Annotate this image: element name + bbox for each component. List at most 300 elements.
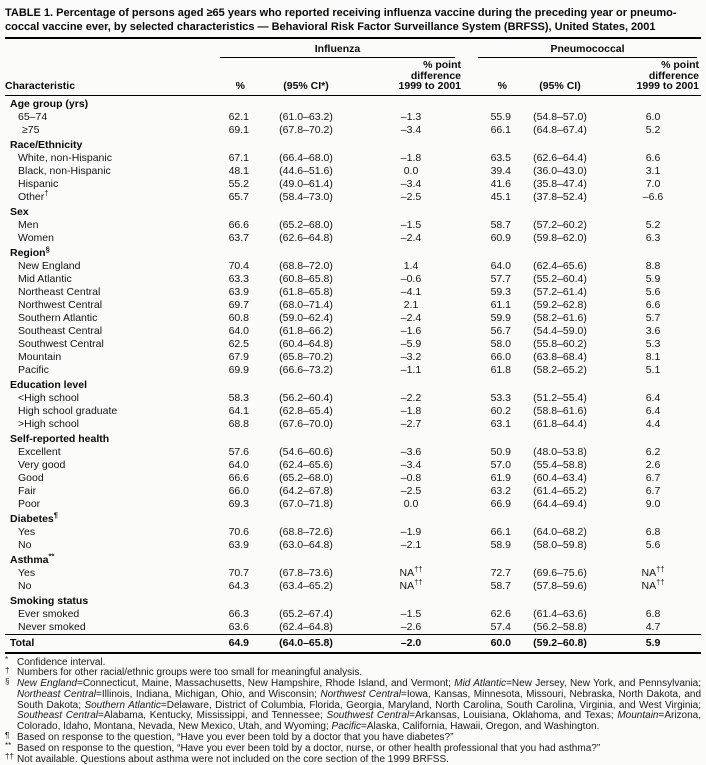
table-cell: 70.7 — [201, 567, 253, 580]
table-title-line-1: TABLE 1. Percentage of persons aged ≥65 years who reported receiving influenza vaccine during the preceding year or pneumo- — [5, 7, 701, 21]
section-label: Smoking status — [5, 593, 701, 608]
table-cell: 5.3 — [605, 338, 701, 351]
diff-header-line1: % point — [359, 60, 463, 71]
table-cell: 58.9 — [463, 539, 515, 552]
table-row — [5, 191, 701, 204]
table-cell: (60.4–63.4) — [515, 472, 605, 485]
row-label: No — [5, 580, 201, 593]
table-cell: 6.6 — [605, 152, 701, 165]
table-cell: (64.0–68.2) — [515, 526, 605, 539]
table-cell: (66.6–73.2) — [253, 364, 359, 377]
row-label: Yes — [5, 567, 201, 580]
table-cell: 53.3 — [463, 392, 515, 405]
footnote-text: Mid Atlantic — [454, 678, 506, 689]
table-cell: 60.0 — [463, 634, 515, 653]
table-row — [5, 299, 701, 312]
footnote-text: Not available. Questions about asthma were not included on the core section of the 1999 BRFSS. — [17, 754, 449, 765]
table-cell: 64.3 — [201, 580, 253, 593]
row-label: 65–74 — [5, 111, 201, 124]
table-cell: –1.6 — [359, 325, 463, 338]
row-label: Men — [5, 219, 201, 232]
table-cell: (63.4–65.2) — [253, 580, 359, 593]
table-row — [5, 260, 701, 273]
section-label: Asthma** — [5, 552, 701, 567]
row-label: Mountain — [5, 351, 201, 364]
section-label: Sex — [5, 204, 701, 219]
table-cell: (61.8–65.8) — [253, 286, 359, 299]
footnote-marker: †† — [5, 752, 17, 763]
table-cell: 6.8 — [605, 608, 701, 621]
table-cell: 66.6 — [201, 219, 253, 232]
table-cell: (61.0–63.2) — [253, 111, 359, 124]
footnote-text: Confidence interval. — [17, 657, 105, 668]
row-label: Other† — [5, 191, 201, 204]
column-header-characteristic: Characteristic — [5, 58, 201, 95]
table-cell: 6.3 — [605, 232, 701, 245]
section-header-row — [5, 431, 701, 446]
footnote-text: Numbers for other racial/ethnic groups were too small for meaningful analysis. — [17, 667, 362, 678]
table-cell: 66.9 — [463, 498, 515, 511]
section-header-row — [5, 511, 701, 526]
section-header-row — [5, 377, 701, 392]
table-cell: (56.2–60.4) — [253, 392, 359, 405]
table-row — [5, 418, 701, 431]
row-label: Southwest Central — [5, 338, 201, 351]
table-cell: (63.8–68.4) — [515, 351, 605, 364]
diff-header-line1: % point — [605, 60, 701, 71]
table-cell: (62.6–64.8) — [253, 232, 359, 245]
row-label: Hispanic — [5, 178, 201, 191]
table-cell: –1.5 — [359, 608, 463, 621]
footnote-text: =Delaware, District of Columbia, Florida, Georgia, Maryland, North Carolina, South Carolina, Virginia, and West Virginia; — [161, 700, 701, 711]
table-cell: 62.1 — [201, 111, 253, 124]
table-cell: 5.6 — [605, 286, 701, 299]
table-body — [5, 95, 701, 653]
table-cell: –2.7 — [359, 418, 463, 431]
table-cell: 60.9 — [463, 232, 515, 245]
table-title-line-2: coccal vaccine ever, by selected characteristics — Behavioral Risk Factor Surveillance System (BRFSS), United States, 2001 — [5, 21, 701, 35]
table-cell: 2.6 — [605, 459, 701, 472]
table-cell: (62.4–64.8) — [253, 621, 359, 635]
footnote — [5, 679, 701, 733]
table-cell: 7.0 — [605, 178, 701, 191]
table-cell: (55.2–60.4) — [515, 273, 605, 286]
section-header-row — [5, 137, 701, 152]
section-label: Age group (yrs) — [5, 95, 701, 111]
table-cell: (64.2–67.8) — [253, 485, 359, 498]
table-cell: (59.8–62.0) — [515, 232, 605, 245]
statistics-table — [5, 43, 701, 654]
table-cell: 0.0 — [359, 498, 463, 511]
column-header-pneumococcal-percent: % — [463, 58, 515, 95]
table-row — [5, 446, 701, 459]
table-row — [5, 485, 701, 498]
table-cell: 63.3 — [201, 273, 253, 286]
section-header-row — [5, 593, 701, 608]
table-cell: (68.8–72.0) — [253, 260, 359, 273]
table-cell: 58.0 — [463, 338, 515, 351]
table-cell: 6.6 — [605, 299, 701, 312]
table-cell: (62.8–65.4) — [253, 405, 359, 418]
table-row — [5, 165, 701, 178]
title-rule — [5, 37, 701, 39]
table-cell: 58.7 — [463, 219, 515, 232]
table-cell: (62.4–65.6) — [515, 260, 605, 273]
row-label: >High school — [5, 418, 201, 431]
row-label: Women — [5, 232, 201, 245]
influenza-group-header-cell — [201, 43, 463, 58]
table-cell: (51.2–55.4) — [515, 392, 605, 405]
table-cell: –5.9 — [359, 338, 463, 351]
table-cell: 69.7 — [201, 299, 253, 312]
table-cell: 3.1 — [605, 165, 701, 178]
table-cell: (65.2–68.0) — [253, 472, 359, 485]
table-cell: 6.7 — [605, 472, 701, 485]
table-title — [5, 7, 701, 34]
table-cell: –1.1 — [359, 364, 463, 377]
table-cell: 63.9 — [201, 286, 253, 299]
table-cell: 5.9 — [605, 273, 701, 286]
table-cell: (49.0–61.4) — [253, 178, 359, 191]
footnote-text: =Iowa, Kansas, Minnesota, Missouri, Nebraska, North Dakota, and South Dakota; — [17, 689, 701, 711]
section-header-row — [5, 552, 701, 567]
row-label: Mid Atlantic — [5, 273, 201, 286]
table-cell: 4.7 — [605, 621, 701, 635]
row-label: White, non-Hispanic — [5, 152, 201, 165]
footnote-marker: * — [5, 655, 17, 666]
table-cell: –3.6 — [359, 446, 463, 459]
section-header-row — [5, 204, 701, 219]
table-cell: 48.1 — [201, 165, 253, 178]
column-header-influenza-diff — [359, 58, 463, 95]
table-cell: (68.0–71.4) — [253, 299, 359, 312]
table-cell: (54.4–59.0) — [515, 325, 605, 338]
table-row — [5, 539, 701, 552]
table-row — [5, 459, 701, 472]
table-cell: (63.0–64.8) — [253, 539, 359, 552]
table-cell: (57.2–61.4) — [515, 286, 605, 299]
table-cell: –2.5 — [359, 485, 463, 498]
footnote-text: Based on response to the question, “Have you ever been told by a doctor, nurse, or other health professional that you had asthma?” — [17, 743, 600, 754]
table-cell: (64.4–69.4) — [515, 498, 605, 511]
table-cell: 59.3 — [463, 286, 515, 299]
table-cell: (58.2–61.6) — [515, 312, 605, 325]
table-cell: 67.9 — [201, 351, 253, 364]
table-cell: 45.1 — [463, 191, 515, 204]
footnote-text: New England — [17, 678, 77, 689]
table-row — [5, 338, 701, 351]
footnote-text: =New Jersey, New York, and Pennsylvania; — [506, 678, 701, 689]
table-cell: 8.8 — [605, 260, 701, 273]
column-header-influenza-percent: % — [201, 58, 253, 95]
table-row — [5, 286, 701, 299]
footnote-text: Northeast Central — [17, 689, 96, 700]
footnote-marker: ¶ — [5, 731, 17, 742]
table-cell: –2.6 — [359, 621, 463, 635]
row-label: Southern Atlantic — [5, 312, 201, 325]
table-cell: 66.0 — [463, 351, 515, 364]
row-label: Pacific — [5, 364, 201, 377]
footnote — [5, 755, 701, 765]
table-cell: (65.2–68.0) — [253, 219, 359, 232]
table-row — [5, 351, 701, 364]
footnote-text: Southwest Central — [327, 710, 410, 721]
table-cell: 6.0 — [605, 111, 701, 124]
table-cell: 62.6 — [463, 608, 515, 621]
row-label: New England — [5, 260, 201, 273]
table-cell: –2.0 — [359, 634, 463, 653]
footnote-text: =Illinois, Indiana, Michigan, Ohio, and Wisconsin; — [96, 689, 320, 700]
table-cell: 66.3 — [201, 608, 253, 621]
section-label: Self-reported health — [5, 431, 701, 446]
table-cell: 0.0 — [359, 165, 463, 178]
table-cell: 3.6 — [605, 325, 701, 338]
table-cell: 63.9 — [201, 539, 253, 552]
table-cell: 64.0 — [201, 325, 253, 338]
table-cell: 39.4 — [463, 165, 515, 178]
table-cell: (48.0–53.8) — [515, 446, 605, 459]
table-cell: 5.7 — [605, 312, 701, 325]
table-cell: (58.0–59.8) — [515, 539, 605, 552]
table-cell: 5.6 — [605, 539, 701, 552]
table-cell: NA†† — [359, 567, 463, 580]
table-row — [5, 364, 701, 377]
footnote-text: Based on response to the question, “Have you ever been told by a doctor that you have diabetes?” — [17, 732, 453, 743]
table-row — [5, 152, 701, 165]
table-cell: (55.8–60.2) — [515, 338, 605, 351]
table-cell: 56.7 — [463, 325, 515, 338]
table-cell: (66.4–68.0) — [253, 152, 359, 165]
table-cell: 69.1 — [201, 124, 253, 137]
group-header-spacer — [5, 43, 201, 58]
diff-header-line2: difference — [359, 71, 463, 82]
table-cell: –3.4 — [359, 178, 463, 191]
row-label: ≥75 — [5, 124, 201, 137]
row-label: Total — [5, 634, 201, 653]
row-label: No — [5, 539, 201, 552]
section-label: Diabetes¶ — [5, 511, 701, 526]
table-row — [5, 567, 701, 580]
table-cell: –2.5 — [359, 191, 463, 204]
table-cell: 2.1 — [359, 299, 463, 312]
table-cell: (62.4–65.6) — [253, 459, 359, 472]
row-label: Excellent — [5, 446, 201, 459]
footnotes — [5, 658, 701, 765]
table-row — [5, 325, 701, 338]
footnote-text: =Alabama, Kentucky, Mississippi, and Tennessee; — [98, 710, 327, 721]
row-label: Ever smoked — [5, 608, 201, 621]
table-cell: (61.8–64.4) — [515, 418, 605, 431]
table-cell: 57.4 — [463, 621, 515, 635]
table-row — [5, 232, 701, 245]
table-cell: (68.8–72.6) — [253, 526, 359, 539]
table-cell: 5.2 — [605, 124, 701, 137]
table-cell: 6.7 — [605, 485, 701, 498]
table-cell: (37.8–52.4) — [515, 191, 605, 204]
table-cell: 70.4 — [201, 260, 253, 273]
footnote-text: Southern Atlantic — [84, 700, 160, 711]
row-label: Southeast Central — [5, 325, 201, 338]
table-row — [5, 111, 701, 124]
table-cell: 57.0 — [463, 459, 515, 472]
footnote-text: =Arkansas, Louisiana, Oklahoma, and Texas; — [409, 710, 617, 721]
footnote-text: Mountain — [617, 710, 658, 721]
table-cell: (67.0–71.8) — [253, 498, 359, 511]
table-cell: (60.8–65.8) — [253, 273, 359, 286]
table-header — [5, 43, 701, 95]
table-cell: (67.8–73.6) — [253, 567, 359, 580]
row-label: High school graduate — [5, 405, 201, 418]
row-label: Very good — [5, 459, 201, 472]
row-label: Yes — [5, 526, 201, 539]
table-cell: 68.8 — [201, 418, 253, 431]
table-cell: 63.6 — [201, 621, 253, 635]
table-cell: 6.4 — [605, 392, 701, 405]
table-cell: 57.6 — [201, 446, 253, 459]
table-row — [5, 498, 701, 511]
table-cell: –6.6 — [605, 191, 701, 204]
table-cell: 66.1 — [463, 124, 515, 137]
table-row — [5, 219, 701, 232]
row-label: Fair — [5, 485, 201, 498]
table-row — [5, 472, 701, 485]
table-cell: 41.6 — [463, 178, 515, 191]
table-row — [5, 124, 701, 137]
footnote-text: Northwest Central — [320, 689, 401, 700]
footnote-text: =Connecticut, Maine, Massachusetts, New Hampshire, Rhode Island, and Vermont; — [77, 678, 454, 689]
table-cell: 55.9 — [463, 111, 515, 124]
table-cell: –2.2 — [359, 392, 463, 405]
table-row — [5, 273, 701, 286]
table-cell: (64.8–67.4) — [515, 124, 605, 137]
table-cell: 60.8 — [201, 312, 253, 325]
table-cell: 63.7 — [201, 232, 253, 245]
table-cell: (35.8–47.4) — [515, 178, 605, 191]
section-label: Education level — [5, 377, 701, 392]
table-cell: 70.6 — [201, 526, 253, 539]
footnote-marker: § — [5, 677, 17, 688]
table-cell: 8.1 — [605, 351, 701, 364]
table-cell: –3.2 — [359, 351, 463, 364]
table-cell: 1.4 — [359, 260, 463, 273]
table-cell: (57.8–59.6) — [515, 580, 605, 593]
table-cell: (64.0–65.8) — [253, 634, 359, 653]
section-header-row — [5, 95, 701, 111]
table-cell: –1.3 — [359, 111, 463, 124]
column-header-pneumococcal-ci: (95% CI) — [515, 58, 605, 95]
table-cell: (44.6–51.6) — [253, 165, 359, 178]
row-label: Black, non-Hispanic — [5, 165, 201, 178]
table-cell: (59.2–60.8) — [515, 634, 605, 653]
pneumococcal-group-header: Pneumococcal — [478, 43, 697, 58]
table-cell: 64.0 — [463, 260, 515, 273]
table-cell: 69.3 — [201, 498, 253, 511]
footnote-text: Southeast Central — [17, 710, 98, 721]
table-row — [5, 608, 701, 621]
table-cell: (65.8–70.2) — [253, 351, 359, 364]
table-cell: 4.4 — [605, 418, 701, 431]
table-cell: 63.2 — [463, 485, 515, 498]
table-cell: NA†† — [605, 580, 701, 593]
section-label: Race/Ethnicity — [5, 137, 701, 152]
table-cell: –0.8 — [359, 472, 463, 485]
table-cell: 57.7 — [463, 273, 515, 286]
table-cell: 66.6 — [201, 472, 253, 485]
table-row — [5, 405, 701, 418]
table-cell: 6.8 — [605, 526, 701, 539]
table-cell: 58.3 — [201, 392, 253, 405]
table-cell: (58.2–65.2) — [515, 364, 605, 377]
section-header-row — [5, 245, 701, 260]
total-row — [5, 634, 701, 653]
table-cell: 5.1 — [605, 364, 701, 377]
table-row — [5, 526, 701, 539]
table-cell: 62.5 — [201, 338, 253, 351]
footnote-text: Pacific — [332, 721, 361, 732]
table-row — [5, 312, 701, 325]
table-cell: 64.9 — [201, 634, 253, 653]
table-row — [5, 621, 701, 635]
table-cell: –4.1 — [359, 286, 463, 299]
table-cell: –1.9 — [359, 526, 463, 539]
group-header-row — [5, 43, 701, 58]
row-label: Northeast Central — [5, 286, 201, 299]
table-row — [5, 178, 701, 191]
table-cell: (69.6–75.6) — [515, 567, 605, 580]
table-cell: 67.1 — [201, 152, 253, 165]
table-row — [5, 580, 701, 593]
footnote-marker: † — [5, 666, 17, 677]
table-cell: (62.6–64.4) — [515, 152, 605, 165]
table-cell: (58.4–73.0) — [253, 191, 359, 204]
table-cell: (56.2–58.8) — [515, 621, 605, 635]
table-cell: –1.8 — [359, 405, 463, 418]
table-cell: 69.9 — [201, 364, 253, 377]
table-cell: –2.4 — [359, 312, 463, 325]
table-cell: 63.5 — [463, 152, 515, 165]
table-row — [5, 392, 701, 405]
table-cell: 59.9 — [463, 312, 515, 325]
table-cell: (58.8–61.6) — [515, 405, 605, 418]
diff-header-line3: 1999 to 2001 — [605, 81, 701, 92]
column-header-row — [5, 58, 701, 95]
footnote-marker: ** — [5, 741, 17, 752]
table-cell: 50.9 — [463, 446, 515, 459]
table-cell: 66.0 — [201, 485, 253, 498]
pneumococcal-group-header-cell — [463, 43, 701, 58]
table-cell: 6.4 — [605, 405, 701, 418]
table-cell: 5.9 — [605, 634, 701, 653]
table-cell: 61.8 — [463, 364, 515, 377]
table-cell: 63.1 — [463, 418, 515, 431]
table-cell: (57.2–60.2) — [515, 219, 605, 232]
influenza-group-header: Influenza — [220, 43, 455, 58]
table-cell: 5.2 — [605, 219, 701, 232]
footnote-text: =Alaska, California, Hawaii, Oregon, and Washington. — [361, 721, 599, 732]
table-cell: 58.7 — [463, 580, 515, 593]
table-cell: 61.9 — [463, 472, 515, 485]
table-cell: –2.1 — [359, 539, 463, 552]
table-cell: –1.8 — [359, 152, 463, 165]
row-label: Never smoked — [5, 621, 201, 635]
table-cell: (36.0–43.0) — [515, 165, 605, 178]
table-cell: (67.8–70.2) — [253, 124, 359, 137]
diff-header-line2: difference — [605, 71, 701, 82]
table-cell: NA†† — [605, 567, 701, 580]
table-cell: 72.7 — [463, 567, 515, 580]
table-cell: (61.4–63.6) — [515, 608, 605, 621]
table-cell: 64.1 — [201, 405, 253, 418]
